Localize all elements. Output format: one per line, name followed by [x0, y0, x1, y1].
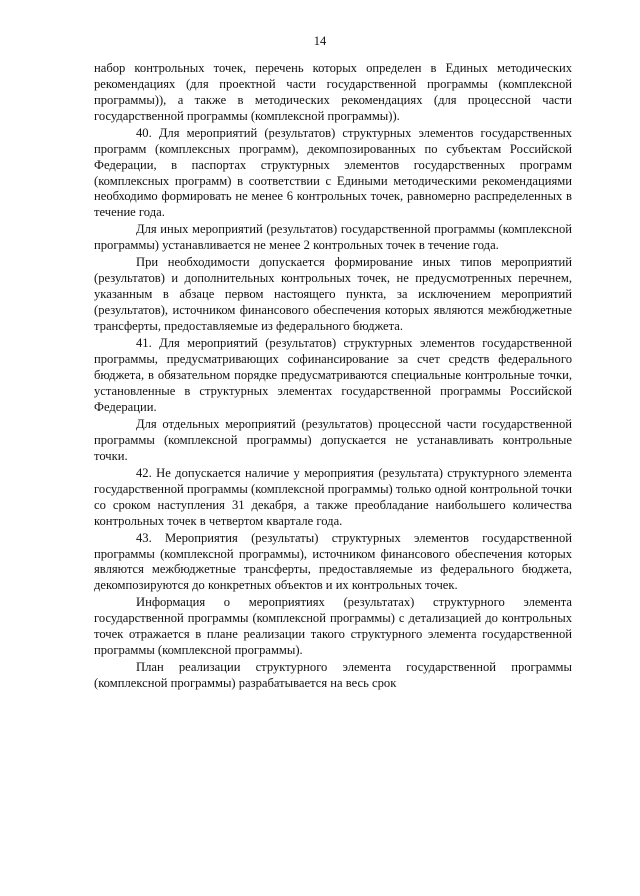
page-number: 14 [313, 34, 327, 48]
paragraph-item-42: 42. Не допускается наличие у мероприятия (результата) структурного элемента государственной программы (комплексной программы) только одной контрольной точки со сроком наступления 31 декабря, а также преобладание наибольшего количества контрольных точек в четвертом квартале года. [94, 465, 572, 528]
paragraph-item-40: 40. Для мероприятий (результатов) структурных элементов государственных программ (комплексных программ), декомпозированных по субъектам Российской Федерации, в паспортах структурных элементов государственных программ (комплексных программ) в соответствии с Едиными методическими рекомендациями необходимо формировать не менее 6 контрольных точек, равномерно распределенных в течение года. [94, 125, 572, 220]
paragraph-additional-types: При необходимости допускается формирование иных типов мероприятий (результатов) и дополнительных контрольных точек, не предусмотренных перечнем, указанным в абзаце первом настоящего пункта, за исключением мероприятий (результатов), источником финансового обеспечения которых являются межбюджетные трансферты, предоставляемые из федерального бюджета. [94, 255, 572, 334]
paragraph-other-measures: Для иных мероприятий (результатов) государственной программы (комплексной программы) устанавливается не менее 2 контрольных точек в течение года. [94, 222, 572, 253]
paragraph-item-41: 41. Для мероприятий (результатов) структурных элементов государственной программы, предусматривающих софинансирование за счет средств федерального бюджета, в обязательном порядке предусматриваются специальные контрольные точки, установленные в структурных элементах государственной программы Российской Федерации. [94, 336, 572, 414]
document-body [94, 61, 572, 693]
paragraph-plan: План реализации структурного элемента государственной программы (комплексной программы) разрабатывается на весь срок [94, 660, 572, 691]
paragraph-process-part: Для отдельных мероприятий (результатов) процессной части государственной программы (комплексной программы) допускается не устанавливать контрольные точки. [94, 416, 572, 463]
paragraph-continuation: набор контрольных точек, перечень которых определен в Единых методических рекомендациях (для проектной части государственной программы (комплексной программы)), а также в методических рекомендациях (для процессной части государственной программы (комплексной программы)). [94, 61, 572, 123]
paragraph-information: Информация о мероприятиях (результатах) структурного элемента государственной программы (комплексной программы) с детализацией до контрольных точек отражается в плане реализации такого структурного элемента государственной программы (комплексной программы). [94, 595, 572, 658]
paragraph-item-43: 43. Мероприятия (результаты) структурных элементов государственной программы (комплексной программы), источником финансового обеспечения которых являются межбюджетные трансферты, предоставляемые из федерального бюджета, декомпозируются до конкретных объектов и их контрольных точек. [94, 530, 572, 593]
